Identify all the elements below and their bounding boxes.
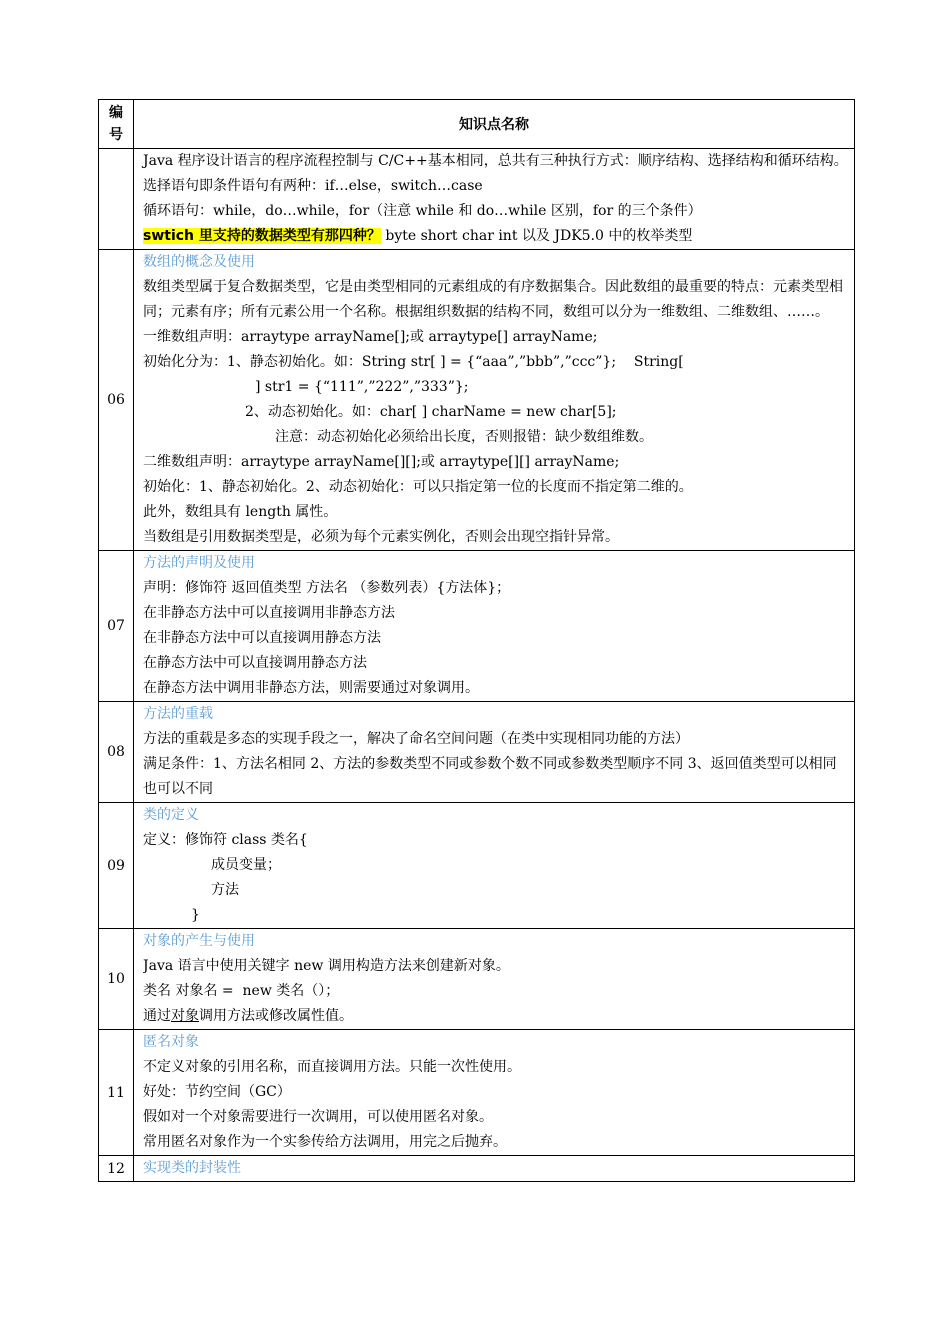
text-line: ] str1 = {“111”,”222”,”333”};	[255, 379, 469, 395]
text-line: 方法	[211, 882, 239, 898]
text-line: }	[191, 907, 200, 923]
row-content	[134, 149, 855, 250]
header-name: 知识点名称	[134, 100, 855, 149]
text-line: 好处：节约空间（GC）	[143, 1084, 291, 1100]
text-line: 数组类型属于复合数据类型，它是由类型相同的元素组成的有序数据集合。因此数组的最重要的特点：元素类型相同；元素有序；所有元素公用一个名称。根据组织数据的结构不同，数组可以分为一维数组、二维数组、……。	[143, 279, 843, 320]
section-title: 方法的重载	[143, 706, 213, 722]
table-row	[99, 149, 855, 250]
section-title: 实现类的封装性	[143, 1160, 241, 1176]
row-number: 07	[99, 551, 134, 702]
text-fragment: 调用方法或修改属性值。	[199, 1008, 353, 1024]
row-content	[134, 702, 855, 803]
text-fragment: 通过	[143, 1008, 171, 1024]
table-row	[99, 702, 855, 803]
table-row	[99, 803, 855, 929]
section-title: 数组的概念及使用	[143, 254, 255, 270]
text-line: 在非静态方法中可以直接调用非静态方法	[143, 605, 395, 621]
text-line: 成员变量；	[211, 857, 281, 873]
table-row	[99, 1156, 855, 1182]
highlighted-question: swtich 里支持的数据类型有那四种？	[143, 228, 381, 244]
text-line: 假如对一个对象需要进行一次调用，可以使用匿名对象。	[143, 1109, 493, 1125]
row-number: 06	[99, 250, 134, 551]
text-line: 注意：动态初始化必须给出长度，否则报错：缺少数组维数。	[275, 429, 653, 445]
row-number: 11	[99, 1030, 134, 1156]
answer-text: byte short char int 以及 JDK5.0 中的枚举类型	[380, 228, 693, 244]
text-line: 在静态方法中可以直接调用静态方法	[143, 655, 367, 671]
text-line: 类名 对象名 = new 类名（）；	[143, 983, 340, 999]
text-line: 常用匿名对象作为一个实参传给方法调用，用完之后抛弃。	[143, 1134, 507, 1150]
header-num-text: 编号	[109, 105, 123, 143]
text-line: 二维数组声明：arraytype arrayName[][];或 arraytype[][] arrayName;	[143, 454, 620, 470]
row-content	[134, 250, 855, 551]
text-line: 选择语句即条件语句有两种：if…else，switch…case	[143, 178, 483, 194]
text-line: 初始化：1、静态初始化。2、动态初始化：可以只指定第一位的长度而不指定第二维的。	[143, 479, 693, 495]
table-row	[99, 551, 855, 702]
text-line: 在静态方法中调用非静态方法，则需要通过对象调用。	[143, 680, 479, 696]
text-line: 不定义对象的引用名称，而直接调用方法。只能一次性使用。	[143, 1059, 521, 1075]
text-line: Java 程序设计语言的程序流程控制与 C/C++基本相同，总共有三种执行方式：顺序结构、选择结构和循环结构。	[143, 153, 848, 169]
section-title: 匿名对象	[143, 1034, 199, 1050]
text-line	[143, 224, 848, 249]
table-row	[99, 1030, 855, 1156]
text-line: 2、动态初始化。如：char[ ] charName = new char[5];	[245, 404, 617, 420]
knowledge-table	[98, 99, 855, 1182]
text-line: 定义：修饰符 class 类名{	[143, 832, 308, 848]
text-line	[143, 1004, 848, 1029]
row-content	[134, 1156, 855, 1182]
row-content	[134, 1030, 855, 1156]
row-number	[99, 149, 134, 250]
row-content	[134, 929, 855, 1030]
knowledge-table-page	[98, 99, 855, 1182]
row-number: 10	[99, 929, 134, 1030]
text-line: 当数组是引用数据类型是，必须为每个元素实例化，否则会出现空指针异常。	[143, 529, 619, 545]
section-title: 类的定义	[143, 807, 199, 823]
text-line: 此外，数组具有 length 属性。	[143, 504, 338, 520]
text-line: 满足条件：1、方法名相同 2、方法的参数类型不同或参数个数不同或参数类型顺序不同 3、返回值类型可以相同也可以不同	[143, 756, 837, 797]
text-line: 方法的重载是多态的实现手段之一，解决了命名空间问题（在类中实现相同功能的方法）	[143, 731, 689, 747]
text-line: 初始化分为：1、静态初始化。如：String str[ ] = {“aaa”,”bbb”,”ccc”}; String[	[143, 354, 684, 370]
row-number: 09	[99, 803, 134, 929]
text-line: 在非静态方法中可以直接调用静态方法	[143, 630, 381, 646]
row-number: 12	[99, 1156, 134, 1182]
table-row	[99, 929, 855, 1030]
table-row	[99, 250, 855, 551]
header-num	[99, 100, 134, 149]
text-line: 声明：修饰符 返回值类型 方法名 （参数列表）{方法体}；	[143, 580, 511, 596]
row-content	[134, 551, 855, 702]
row-content	[134, 803, 855, 929]
section-title: 对象的产生与使用	[143, 933, 255, 949]
header-row	[99, 100, 855, 149]
row-number: 08	[99, 702, 134, 803]
section-title: 方法的声明及使用	[143, 555, 255, 571]
text-line: 循环语句：while，do…while，for（注意 while 和 do…while 区别，for 的三个条件）	[143, 203, 702, 219]
underlined-text: 对象	[171, 1008, 199, 1024]
text-line: 一维数组声明：arraytype arrayName[];或 arraytype[] arrayName;	[143, 329, 598, 345]
text-line: Java 语言中使用关键字 new 调用构造方法来创建新对象。	[143, 958, 510, 974]
